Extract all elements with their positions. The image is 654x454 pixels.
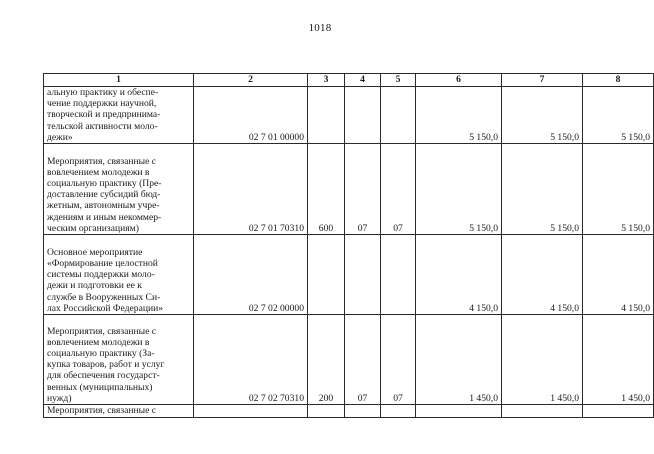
- amount-col6: 5 150,0: [416, 144, 502, 235]
- table-row: [44, 235, 654, 315]
- description-line: альную практику и обеспе-: [47, 87, 159, 98]
- section-code: [345, 87, 381, 144]
- amount-col7: [502, 405, 583, 418]
- section-code: [345, 235, 381, 315]
- target-code: 02 7 02 70310: [194, 315, 308, 405]
- amount-col8: 1 450,0: [583, 315, 654, 405]
- description-line: социальную практику (За-: [47, 348, 155, 359]
- description-line: творческой и предпринима-: [47, 109, 161, 121]
- description-line: жетным, автономным учре-: [47, 200, 160, 212]
- column-header: 5: [381, 74, 416, 87]
- budget-table: [43, 73, 654, 418]
- amount-col7: 4 150,0: [502, 235, 583, 315]
- expense-type-code: [308, 235, 345, 315]
- expense-type-code: 200: [308, 315, 345, 405]
- column-header: 7: [502, 74, 583, 87]
- target-code: 02 7 01 00000: [194, 87, 308, 144]
- description-line: нужд): [47, 392, 72, 404]
- row-description: [44, 87, 194, 144]
- column-header: 2: [194, 74, 308, 87]
- row-description: [44, 144, 194, 235]
- description-line: ческим организациям): [47, 222, 139, 234]
- column-header: 3: [308, 74, 345, 87]
- table-row: [44, 315, 654, 405]
- description-line: чение поддержки научной,: [47, 98, 157, 110]
- description-line: вовлечением молодежи в: [47, 166, 150, 178]
- page-number: 1018: [308, 22, 332, 34]
- amount-col8: 4 150,0: [583, 235, 654, 315]
- description-line: лах Российской Федерации»: [47, 302, 164, 314]
- amount-col8: [583, 405, 654, 418]
- subsection-code: [381, 405, 416, 418]
- description-line: венных (муниципальных): [47, 381, 153, 393]
- target-code: [194, 405, 308, 418]
- description-line: для обеспечения государст-: [47, 370, 160, 382]
- description-line: социальную практику (Пре-: [47, 178, 162, 189]
- target-code: 02 7 02 00000: [194, 235, 308, 315]
- amount-col8: 5 150,0: [583, 144, 654, 235]
- table-header-row: [44, 74, 654, 87]
- amount-col6: 1 450,0: [416, 315, 502, 405]
- table-row: [44, 405, 654, 418]
- subsection-code: 07: [381, 315, 416, 405]
- expense-type-code: [308, 405, 345, 418]
- subsection-code: [381, 87, 416, 144]
- description-line: тельской активности моло-: [47, 120, 158, 132]
- description-line: ждениям и иным некоммер-: [47, 211, 162, 223]
- description-line: дежи и подготовки ее к: [47, 280, 142, 292]
- amount-col7: 1 450,0: [502, 315, 583, 405]
- column-header: 1: [44, 74, 194, 87]
- expense-type-code: 600: [308, 144, 345, 235]
- description-line: вовлечением молодежи в: [47, 336, 150, 348]
- amount-col7: 5 150,0: [502, 144, 583, 235]
- description-line: купка товаров, работ и услуг: [47, 359, 165, 371]
- row-description: [44, 315, 194, 405]
- amount-col8: 5 150,0: [583, 87, 654, 144]
- expense-type-code: [308, 87, 345, 144]
- description-line: доставление субсидий бюд-: [47, 189, 161, 201]
- description-line: «Формирование целостной: [47, 258, 158, 269]
- section-code: 07: [345, 315, 381, 405]
- table-row: [44, 144, 654, 235]
- column-header: 6: [416, 74, 502, 87]
- row-description: [44, 405, 194, 418]
- subsection-code: [381, 235, 416, 315]
- amount-col6: 4 150,0: [416, 235, 502, 315]
- description-line: системы поддержки моло-: [47, 269, 155, 281]
- amount-col6: 5 150,0: [416, 87, 502, 144]
- target-code: 02 7 01 70310: [194, 144, 308, 235]
- row-description: [44, 235, 194, 315]
- column-header: 4: [345, 74, 381, 87]
- amount-col7: 5 150,0: [502, 87, 583, 144]
- section-code: [345, 405, 381, 418]
- description-line: Основное мероприятие: [47, 246, 143, 258]
- description-line: Мероприятия, связанные с: [47, 325, 157, 337]
- description-line: службе в Вооруженных Си-: [47, 291, 161, 303]
- amount-col6: [416, 405, 502, 418]
- subsection-code: 07: [381, 144, 416, 235]
- description-line: дежи»: [47, 131, 73, 143]
- description-line: Мероприятия, связанные с: [47, 405, 157, 417]
- description-line: Мероприятия, связанные с: [47, 155, 157, 167]
- table-row: [44, 87, 654, 144]
- section-code: 07: [345, 144, 381, 235]
- column-header: 8: [583, 74, 654, 87]
